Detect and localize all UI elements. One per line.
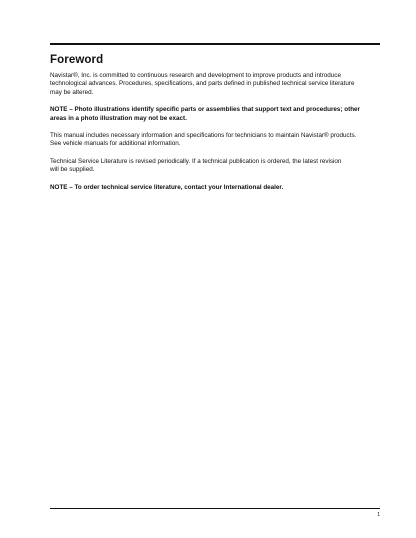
text-line: Technical Service Literature is revised periodically. If a technical publication is ordered, the latest revision — [50, 157, 342, 165]
bottom-divider — [50, 508, 380, 509]
note-line: areas in a photo illustration may not be exact. — [50, 114, 187, 122]
revision-paragraph — [50, 158, 380, 175]
text-line: may be altered. — [50, 88, 94, 96]
page-title: Foreword — [50, 54, 104, 66]
intro-paragraph — [50, 72, 380, 97]
note-line: NOTE – To order technical service literature, contact your International dealer. — [50, 183, 284, 191]
text-line: This manual includes necessary information and specifications for technicians to maintain Navistar® products. — [50, 132, 357, 140]
text-line: technological advances. Procedures, specifications, and parts defined in published technical service literature — [50, 80, 355, 88]
top-divider — [50, 43, 380, 45]
order-note-paragraph — [50, 184, 380, 192]
text-line: Navistar®, Inc. is committed to continuous research and development to improve products and introduce — [50, 72, 341, 79]
foreword-content — [50, 72, 380, 201]
text-line: See vehicle manuals for additional information. — [50, 140, 181, 148]
manual-info-paragraph — [50, 132, 380, 149]
note-line: NOTE – Photo illustrations identify specific parts or assemblies that support text and procedures; other — [50, 106, 361, 114]
photo-note-paragraph — [50, 106, 380, 123]
text-line: will be supplied. — [50, 166, 95, 174]
page-number: 1 — [377, 512, 380, 518]
